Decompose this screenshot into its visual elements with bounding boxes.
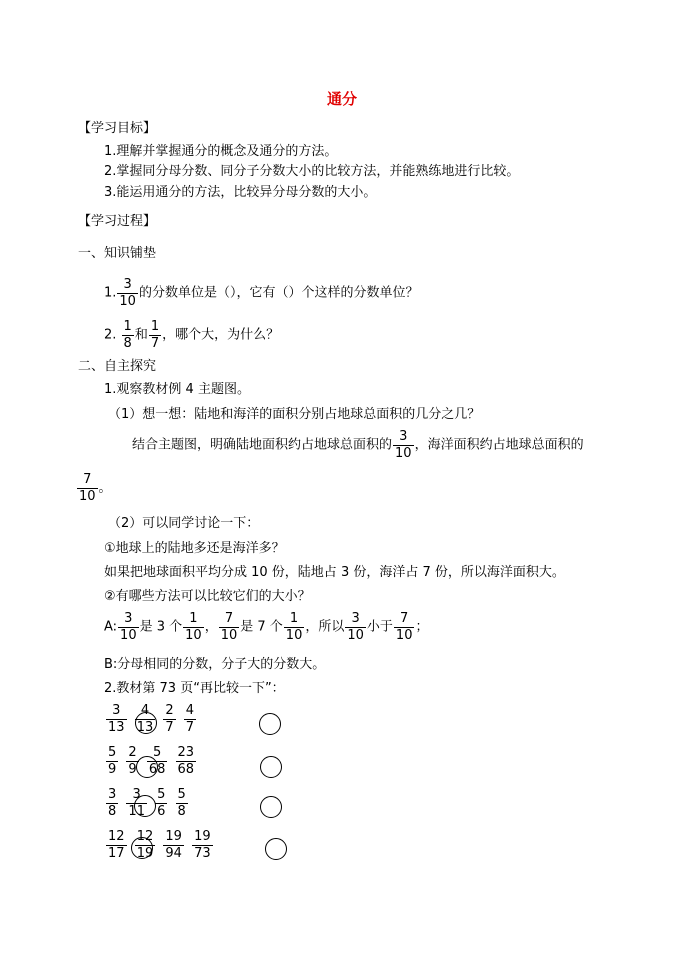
fraction: $\frac{3}{13}$ [108, 703, 125, 735]
goal-item-2: 2.掌握同分母分数、同分子分数大小的比较方法，并能熟练地进行比较。 [104, 164, 520, 179]
fraction: $\frac{3}{11}$ [128, 787, 145, 819]
answer-circle[interactable] [260, 756, 282, 778]
q2-and: 和 [134, 327, 148, 343]
answer-circle[interactable] [265, 838, 287, 860]
think-prompt: （1）想一想：陆地和海洋的面积分别占地球总面积的几分之几？ [108, 407, 481, 422]
method-a-label: A: [104, 619, 118, 635]
compare-row-4 [104, 830, 215, 860]
fraction: $\frac{2}{7}$ [165, 703, 174, 735]
q1-text: 的分数单位是（），它有（）个这样的分数单位？ [138, 285, 419, 301]
knowledge-question-1 [104, 278, 418, 308]
answer-circle[interactable] [131, 837, 153, 859]
q2-number: 2. [104, 327, 117, 343]
fraction: $\frac{1}{7}$ [150, 319, 160, 351]
fraction: $\frac{3}{8}$ [108, 787, 117, 819]
method-a-text: ， [204, 619, 218, 635]
method-a [104, 612, 428, 642]
method-b: B:分母相同的分数，分子大的分数大。 [104, 657, 326, 672]
question-a: ①地球上的陆地多还是海洋多？ [104, 541, 285, 556]
answer-a: 如果把地球面积平均分成 10 份，陆地占 3 份，海洋占 7 份，所以海洋面积大。 [104, 565, 565, 580]
fraction: $\frac{3}{10}$ [120, 611, 137, 643]
fraction: $\frac{3}{10}$ [395, 429, 412, 461]
fraction: $\frac{19}{73}$ [194, 829, 211, 861]
fraction: $\frac{3}{10}$ [347, 611, 364, 643]
answer-circle[interactable] [259, 713, 281, 735]
fraction: $\frac{4}{13}$ [136, 703, 154, 735]
q2-text: ，哪个大，为什么？ [162, 327, 280, 343]
answer-circle[interactable] [134, 795, 156, 817]
fraction: $\frac{3}{10}$ [119, 277, 136, 309]
fraction: $\frac{1}{8}$ [123, 319, 132, 351]
explore-item-1: 1.观察教材例 4 主题图。 [104, 382, 250, 397]
explore-item-2: 2.教材第 73 页“再比较一下”： [104, 681, 285, 696]
goals-heading: 【学习目标】 [78, 121, 157, 136]
combine-text-b: ，海洋面积约占地球总面积的 [414, 437, 584, 453]
goal-item-3: 3.能运用通分的方法，比较异分母分数的大小。 [104, 185, 377, 200]
fraction: $\frac{5}{8}$ [177, 787, 186, 819]
fraction: $\frac{5}{68}$ [148, 745, 166, 777]
method-a-text: ； [415, 619, 429, 635]
fraction: $\frac{2}{9}$ [128, 745, 137, 777]
method-a-text: 是 7 个 [240, 619, 283, 635]
fraction: $\frac{7}{10}$ [220, 611, 238, 643]
fraction: $\frac{5}{6}$ [157, 787, 166, 819]
answer-circle[interactable] [260, 796, 282, 818]
page-title: 通分 [327, 90, 358, 108]
fraction: $\frac{7}{10}$ [395, 611, 413, 643]
section1-heading: 一、知识铺垫 [78, 246, 157, 261]
combine-line [132, 430, 584, 460]
combine-line-2 [76, 473, 112, 503]
combine-text-a: 结合主题图，明确陆地面积约占地球总面积的 [132, 437, 393, 453]
answer-circle[interactable] [135, 712, 157, 734]
method-a-text: 小于 [366, 619, 393, 635]
section2-heading: 二、自主探究 [78, 359, 157, 374]
knowledge-question-2 [104, 320, 279, 350]
combine-end: 。 [98, 480, 112, 496]
fraction: $\frac{23}{68}$ [177, 745, 195, 777]
method-a-text: ，所以 [305, 619, 345, 635]
goal-item-1: 1.理解并掌握通分的概念及通分的方法。 [104, 144, 338, 159]
method-a-text: 是 3 个 [139, 619, 183, 635]
fraction: $\frac{12}{17}$ [108, 829, 125, 861]
fraction: $\frac{1}{10}$ [285, 611, 303, 643]
answer-circle[interactable] [136, 756, 158, 778]
question-b: ②有哪些方法可以比较它们的大小？ [104, 589, 311, 604]
fraction: $\frac{1}{10}$ [185, 611, 202, 643]
fraction: $\frac{19}{94}$ [165, 829, 182, 861]
q1-number: 1. [104, 285, 117, 301]
process-heading: 【学习过程】 [78, 214, 157, 229]
fraction: $\frac{12}{19}$ [136, 829, 154, 861]
fraction: $\frac{7}{10}$ [79, 472, 96, 504]
discuss-prompt: （2）可以同学讨论一下： [108, 516, 260, 531]
fraction: $\frac{4}{7}$ [185, 703, 195, 735]
fraction: $\frac{5}{9}$ [108, 745, 117, 777]
